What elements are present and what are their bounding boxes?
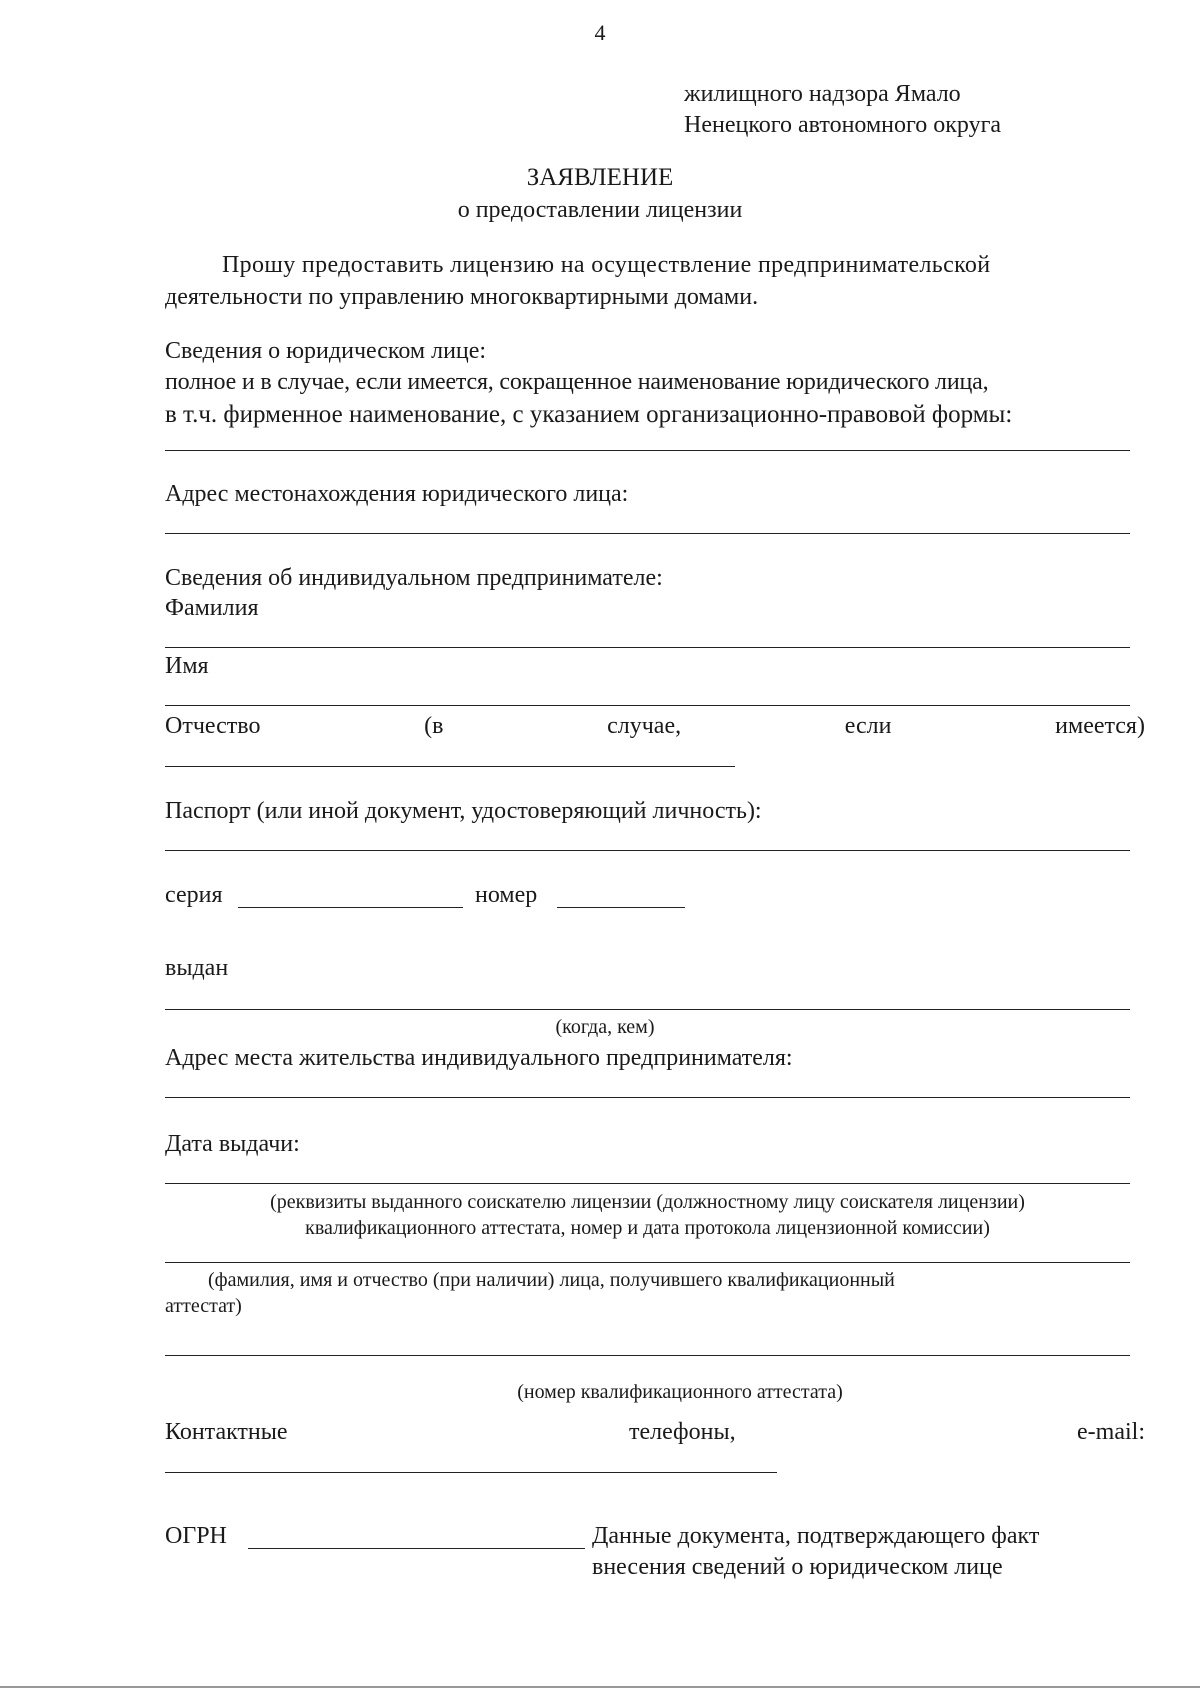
passport-label: Паспорт (или иной документ, удостоверяющий личность): [165,798,762,824]
contacts-word-2: телефоны, [628,1419,736,1445]
addressee-line-2: Ненецкого автономного округа [684,112,1002,138]
contacts-word-3: e-mail: [1077,1419,1145,1445]
series-label: серия [165,882,223,908]
ogrn-label: ОГРН [165,1523,227,1549]
contacts-word-1: Контактные [165,1419,288,1445]
legal-address-field[interactable] [165,533,1130,534]
attestat-details-field[interactable] [165,1183,1130,1184]
attestat-caption-line-2: квалификационного аттестата, номер и дата протокола лицензионной комиссии) [305,1217,990,1239]
attestat-holder-field[interactable] [165,1262,1130,1263]
ogrn-field[interactable] [248,1548,585,1549]
patronymic-word-3: случае, [607,713,682,739]
number-label: номер [475,882,538,908]
legal-entity-name-line-2: в т.ч. фирменное наименование, с указанием организационно-правовой формы: [165,401,1013,428]
attestat-number-caption: (номер квалификационного аттестата) [517,1381,843,1403]
patronymic-field[interactable] [165,766,735,767]
passport-field[interactable] [165,850,1130,851]
attestat-holder-caption-line-2: аттестат) [165,1295,242,1317]
legal-address-label: Адрес местонахождения юридического лица: [165,481,629,507]
ogrn-text-line-2: внесения сведений о юридическом лице [592,1554,1003,1580]
surname-field[interactable] [165,647,1130,648]
document-subtitle: о предоставлении лицензии [457,197,743,223]
issue-date-label: Дата выдачи: [165,1131,300,1157]
page-bottom-edge [0,1686,1200,1688]
name-field[interactable] [165,705,1130,706]
contacts-row [165,1418,1145,1447]
attestat-number-field[interactable] [165,1355,1130,1356]
number-field[interactable] [557,907,685,908]
residence-field[interactable] [165,1097,1130,1098]
residence-label: Адрес места жительства индивидуального предпринимателя: [165,1045,793,1071]
ogrn-text-line-1: Данные документа, подтверждающего факт [592,1523,1040,1549]
intro-line-1 [222,251,1144,280]
patronymic-word-5: имеется) [1055,713,1145,739]
attestat-caption-line-1: (реквизиты выданного соискателю лицензии (должностному лицу соискателя лицензии) [270,1191,1025,1213]
legal-entity-heading: Сведения о юридическом лице: [165,338,487,364]
legal-entity-name-field[interactable] [165,450,1130,451]
addressee-line-1: жилищного надзора Ямало [684,81,961,107]
patronymic-word-1: Отчество [165,713,261,739]
page-number: 4 [594,20,606,45]
patronymic-row [165,712,1145,741]
surname-label: Фамилия [165,595,259,621]
issued-label: выдан [165,955,229,981]
legal-entity-name-line-1: полное и в случае, если имеется, сокращенное наименование юридического лица, [165,369,989,395]
document-title: ЗАЯВЛЕНИЕ [526,164,674,191]
series-field[interactable] [238,907,463,908]
issued-field[interactable] [165,1009,1130,1010]
intro-text-1: Прошу предоставить лицензию на осуществление предпринимательской [222,252,991,278]
contacts-field[interactable] [165,1472,777,1473]
patronymic-word-2: (в [424,713,444,739]
attestat-holder-caption-line-1: (фамилия, имя и отчество (при наличии) лица, получившего квалификационный [208,1269,895,1291]
issued-caption: (когда, кем) [555,1016,655,1038]
name-label: Имя [165,653,209,679]
patronymic-word-4: если [844,713,892,739]
intro-line-2: деятельности по управлению многоквартирными домами. [165,284,759,310]
entrepreneur-heading: Сведения об индивидуальном предпринимателе: [165,565,663,591]
